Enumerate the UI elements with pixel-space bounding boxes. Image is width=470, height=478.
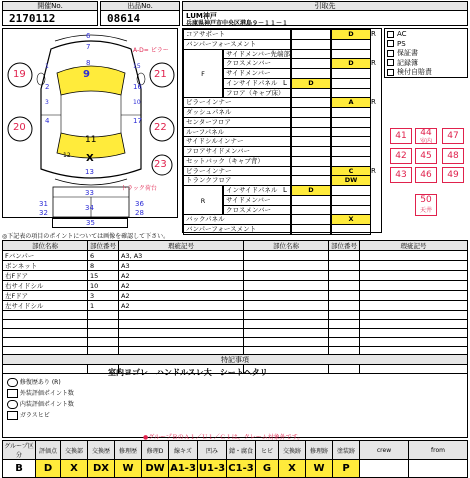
grade-value: G bbox=[256, 460, 279, 478]
th-part-num: 部位番号 bbox=[88, 241, 119, 251]
truck-bed-label: トラック荷台 bbox=[121, 185, 157, 192]
seat-41: 41 bbox=[390, 128, 412, 144]
grade-header: 交換跡 bbox=[279, 441, 306, 460]
part-num-31: 31 bbox=[39, 200, 48, 208]
part-num-7: 7 bbox=[86, 43, 91, 51]
part-num-12: 12 bbox=[63, 152, 71, 159]
part-num-21: 21 bbox=[154, 69, 167, 80]
seat-47: 47 bbox=[442, 128, 464, 144]
grade-header: 線キズ bbox=[169, 441, 198, 460]
frame-part-name: サイドメンバー bbox=[223, 195, 291, 206]
part-num-28: 28 bbox=[135, 209, 144, 217]
equip-record-book[interactable]: 記録簿 bbox=[387, 59, 432, 69]
table-cell bbox=[360, 281, 468, 291]
frame-part-mark[interactable]: C bbox=[331, 166, 371, 177]
table-cell: A2 bbox=[119, 291, 244, 301]
th-defect-code-2: 瑕疵記号 bbox=[360, 241, 468, 251]
table-cell bbox=[244, 271, 329, 281]
frame-part-name: フロアサイドメンバー bbox=[183, 146, 291, 157]
frame-part-empty bbox=[291, 224, 331, 235]
table-row bbox=[3, 338, 468, 347]
remarks-box bbox=[2, 354, 468, 441]
grade-value: X bbox=[279, 460, 306, 478]
frame-part-name: バンパーフォースメント bbox=[183, 39, 291, 50]
grade-value bbox=[409, 460, 468, 478]
frame-part-name: サイドメンバー bbox=[223, 68, 291, 79]
frame-part-mark[interactable]: A bbox=[331, 97, 371, 108]
grade-value: DW bbox=[142, 460, 169, 478]
table-row bbox=[3, 320, 468, 329]
table-cell bbox=[360, 261, 468, 271]
table-cell: 1 bbox=[88, 301, 119, 311]
table-cell bbox=[360, 320, 468, 329]
seat-45: 45 bbox=[415, 148, 437, 164]
seat-49: 49 bbox=[442, 167, 464, 183]
part-num-35: 35 bbox=[86, 219, 95, 227]
frame-part-name: サイドメンバー先端部 bbox=[223, 49, 291, 60]
grade-header: ヒビ bbox=[256, 441, 279, 460]
table-cell bbox=[360, 338, 468, 347]
grade-header: 修理D bbox=[142, 441, 169, 460]
table-cell bbox=[244, 320, 329, 329]
frame-side-marker: R bbox=[371, 166, 376, 175]
table-cell: 右Fドア bbox=[3, 271, 88, 281]
part-num-13: 13 bbox=[85, 168, 94, 176]
table-cell bbox=[360, 291, 468, 301]
part-num-11: 11 bbox=[85, 135, 97, 145]
grade-value bbox=[360, 460, 409, 478]
remarks-footnote: ●グループＢのＡ１／Ｕ１／Ｃ１は、クレーム対象外です。 bbox=[143, 434, 304, 441]
th-part-name: 部位名称 bbox=[3, 241, 88, 251]
grade-header: 修理歴 bbox=[115, 441, 142, 460]
table-cell bbox=[329, 329, 360, 338]
seat-44: 44 室内 bbox=[415, 128, 437, 144]
part-num-17: 17 bbox=[133, 117, 142, 125]
grade-value: P bbox=[333, 460, 360, 478]
legend-interior-points: 内装評価ポイント数 bbox=[7, 399, 74, 410]
frame-part-name: バックパネル bbox=[183, 214, 291, 225]
grade-header: 塗装跡 bbox=[333, 441, 360, 460]
legend-glass-crack: ガラスヒビ bbox=[7, 410, 74, 421]
table-row bbox=[3, 311, 468, 320]
part-num-36: 36 bbox=[135, 200, 144, 208]
frame-part-mark[interactable] bbox=[331, 224, 371, 235]
equip-ps[interactable]: PS bbox=[387, 40, 432, 50]
table-cell bbox=[119, 329, 244, 338]
grade-value: U1-3 bbox=[198, 460, 227, 478]
grade-header: from bbox=[409, 441, 468, 460]
table-row bbox=[3, 271, 468, 281]
table-row bbox=[3, 251, 468, 261]
table-cell bbox=[360, 301, 468, 311]
frame-part-mark[interactable]: D bbox=[331, 29, 371, 40]
frame-part-name: セットバック（キャブ背） bbox=[183, 156, 291, 167]
part-num-22: 22 bbox=[154, 122, 167, 133]
table-cell: 10 bbox=[88, 281, 119, 291]
table-cell bbox=[329, 271, 360, 281]
grade-value: W bbox=[306, 460, 333, 478]
part-num-16: 16 bbox=[133, 83, 142, 91]
part-num-9: 9 bbox=[83, 69, 90, 80]
frame-part-name: バンパーフォースメント bbox=[183, 224, 291, 235]
pillar-label: A-D= ピラー bbox=[133, 47, 169, 54]
grade-header: 評価点 bbox=[36, 441, 61, 460]
frame-part-mark[interactable]: X bbox=[331, 214, 371, 225]
frame-part-name: コアサポート bbox=[183, 29, 291, 40]
table-cell bbox=[3, 320, 88, 329]
table-cell: A3, A3 bbox=[119, 251, 244, 261]
table-cell bbox=[244, 338, 329, 347]
th-part-num-2: 部位番号 bbox=[329, 241, 360, 251]
grade-header: グループ区分 bbox=[3, 441, 36, 460]
table-cell: 左サイドシル bbox=[3, 301, 88, 311]
table-cell bbox=[88, 329, 119, 338]
table-cell bbox=[360, 251, 468, 261]
destination-box bbox=[182, 10, 468, 26]
table-cell bbox=[329, 320, 360, 329]
table-cell: 8 bbox=[88, 261, 119, 271]
grade-value: C1-3 bbox=[227, 460, 256, 478]
table-cell bbox=[3, 311, 88, 320]
table-cell: Fバンパー bbox=[3, 251, 88, 261]
table-cell bbox=[329, 338, 360, 347]
frame-parts-grid bbox=[182, 28, 382, 233]
equip-warranty[interactable]: 保証書 bbox=[387, 49, 432, 59]
table-cell: 6 bbox=[88, 251, 119, 261]
table-cell bbox=[119, 320, 244, 329]
destination-name: LUM神戸 bbox=[186, 12, 217, 20]
table-cell bbox=[244, 291, 329, 301]
part-num-4: 4 bbox=[45, 117, 50, 125]
table-row bbox=[3, 281, 468, 291]
frame-part-name: ダッシュパネル bbox=[183, 107, 291, 118]
table-row bbox=[3, 301, 468, 311]
frame-part-mark[interactable]: D bbox=[291, 78, 331, 89]
frame-group-r: R bbox=[183, 185, 223, 215]
frame-part-mark[interactable]: D bbox=[331, 58, 371, 69]
table-cell bbox=[329, 301, 360, 311]
table-cell: 3 bbox=[88, 291, 119, 301]
table-cell bbox=[329, 281, 360, 291]
car-diagram bbox=[2, 28, 178, 218]
venue-no-value: 2170112 bbox=[2, 10, 98, 26]
frame-part-mark[interactable]: DW bbox=[331, 175, 371, 186]
table-cell: 右サイドシル bbox=[3, 281, 88, 291]
frame-group-f: F bbox=[183, 49, 223, 99]
table-cell bbox=[360, 271, 468, 281]
th-part-name-2: 部位名称 bbox=[244, 241, 329, 251]
table-cell bbox=[119, 338, 244, 347]
grade-table bbox=[2, 440, 468, 478]
part-box-35 bbox=[52, 218, 128, 228]
frame-side-marker: L bbox=[283, 186, 287, 194]
seat-46: 46 bbox=[415, 167, 437, 183]
table-cell bbox=[3, 338, 88, 347]
note-text: ◎下記表の項目のポイントについては画像を確認して下さい。 bbox=[2, 233, 170, 240]
frame-part-name: インサイドパネル bbox=[223, 185, 291, 196]
table-cell bbox=[119, 311, 244, 320]
table-cell: A2 bbox=[119, 301, 244, 311]
part-num-8: 8 bbox=[86, 59, 91, 67]
table-row bbox=[3, 291, 468, 301]
table-cell: A2 bbox=[119, 281, 244, 291]
table-cell bbox=[329, 311, 360, 320]
part-num-1: 1 bbox=[45, 63, 49, 70]
grade-value: B bbox=[3, 460, 36, 478]
grade-value: X bbox=[61, 460, 88, 478]
part-num-2: 2 bbox=[45, 83, 50, 91]
grade-header: 交換部 bbox=[61, 441, 88, 460]
table-cell bbox=[244, 311, 329, 320]
frame-part-mark[interactable]: D bbox=[291, 185, 331, 196]
table-cell: A3 bbox=[119, 261, 244, 271]
grade-header: 交換歴 bbox=[88, 441, 115, 460]
part-num-3: 3 bbox=[45, 99, 49, 106]
part-num-34: 34 bbox=[85, 204, 94, 212]
seat-48: 48 bbox=[442, 148, 464, 164]
grade-value: D bbox=[36, 460, 61, 478]
damage-mark-x: X bbox=[86, 153, 94, 164]
ceiling-50: 50 天井 bbox=[415, 194, 437, 216]
part-num-15: 15 bbox=[133, 63, 141, 70]
frame-part-name: クロスメンバー bbox=[223, 205, 291, 216]
grade-header: crew bbox=[360, 441, 409, 460]
table-cell bbox=[88, 311, 119, 320]
table-cell bbox=[329, 261, 360, 271]
grade-value: DX bbox=[88, 460, 115, 478]
part-num-32: 32 bbox=[39, 209, 48, 217]
frame-part-name: センターフロア bbox=[183, 117, 291, 128]
part-num-33: 33 bbox=[85, 189, 94, 197]
table-cell bbox=[329, 291, 360, 301]
seat-43: 43 bbox=[390, 167, 412, 183]
lot-no-label: 出品No. bbox=[100, 1, 180, 11]
table-cell bbox=[88, 338, 119, 347]
table-cell: 15 bbox=[88, 271, 119, 281]
part-num-20: 20 bbox=[13, 122, 26, 133]
table-cell bbox=[244, 251, 329, 261]
table-cell bbox=[3, 329, 88, 338]
destination-address: 兵庫県神戸市中央区港島９－１１－１ bbox=[186, 20, 289, 27]
frame-part-name: インサイドパネル bbox=[223, 78, 291, 89]
table-cell bbox=[360, 311, 468, 320]
part-num-6: 6 bbox=[86, 32, 91, 40]
equip-inspection[interactable]: 検付自賠責 bbox=[387, 68, 432, 78]
table-cell: 左Fドア bbox=[3, 291, 88, 301]
legend-repair-history: 修復歴あり (R) bbox=[7, 377, 74, 388]
frame-part-name: ピラーインナー bbox=[183, 97, 291, 108]
part-num-10: 10 bbox=[133, 99, 141, 106]
table-cell bbox=[244, 261, 329, 271]
frame-part-name: トランクフロア bbox=[183, 175, 291, 186]
remarks-title: 特記事項 bbox=[3, 355, 467, 365]
seat-42: 42 bbox=[390, 148, 412, 164]
part-num-19: 19 bbox=[13, 69, 26, 80]
table-cell bbox=[329, 251, 360, 261]
legend-list bbox=[7, 377, 74, 421]
table-row bbox=[3, 329, 468, 338]
grade-value: A1-3 bbox=[169, 460, 198, 478]
frame-part-name: クロスメンバー bbox=[223, 58, 291, 69]
table-cell bbox=[244, 281, 329, 291]
part-num-23: 23 bbox=[154, 159, 167, 170]
grade-header: 錆・腐食 bbox=[227, 441, 256, 460]
table-cell bbox=[244, 329, 329, 338]
frame-side-marker: R bbox=[371, 30, 376, 38]
frame-part-name: フロア（キャブ床） bbox=[223, 88, 291, 99]
th-defect-code: 瑕疵記号 bbox=[119, 241, 244, 251]
table-cell: ボンネット bbox=[3, 261, 88, 271]
equipment-list bbox=[384, 28, 468, 78]
frame-part-name: ルーフパネル bbox=[183, 127, 291, 138]
table-cell bbox=[88, 320, 119, 329]
table-cell: A2 bbox=[119, 271, 244, 281]
remarks-text: 室内ヨゴレ ハンドルスレ大 シートヘタリ bbox=[108, 368, 268, 377]
table-row bbox=[3, 261, 468, 271]
grade-header: 修理跡 bbox=[306, 441, 333, 460]
equip-ac[interactable]: AC bbox=[387, 30, 432, 40]
frame-side-marker: R bbox=[371, 98, 376, 107]
frame-side-marker: R bbox=[371, 59, 376, 68]
destination-label: 引取先 bbox=[182, 1, 468, 11]
legend-exterior-points: 外装評価ポイント数 bbox=[7, 388, 74, 399]
lot-no-value: 08614 bbox=[100, 10, 180, 26]
table-cell bbox=[360, 329, 468, 338]
frame-part-name: ピラーインナー bbox=[183, 166, 291, 177]
venue-no-label: 開催No. bbox=[2, 1, 98, 11]
table-cell bbox=[244, 301, 329, 311]
grade-value: W bbox=[115, 460, 142, 478]
frame-side-marker: L bbox=[283, 78, 287, 87]
grade-header: 凹み bbox=[198, 441, 227, 460]
frame-part-name: サイドシルインナー bbox=[183, 136, 291, 147]
